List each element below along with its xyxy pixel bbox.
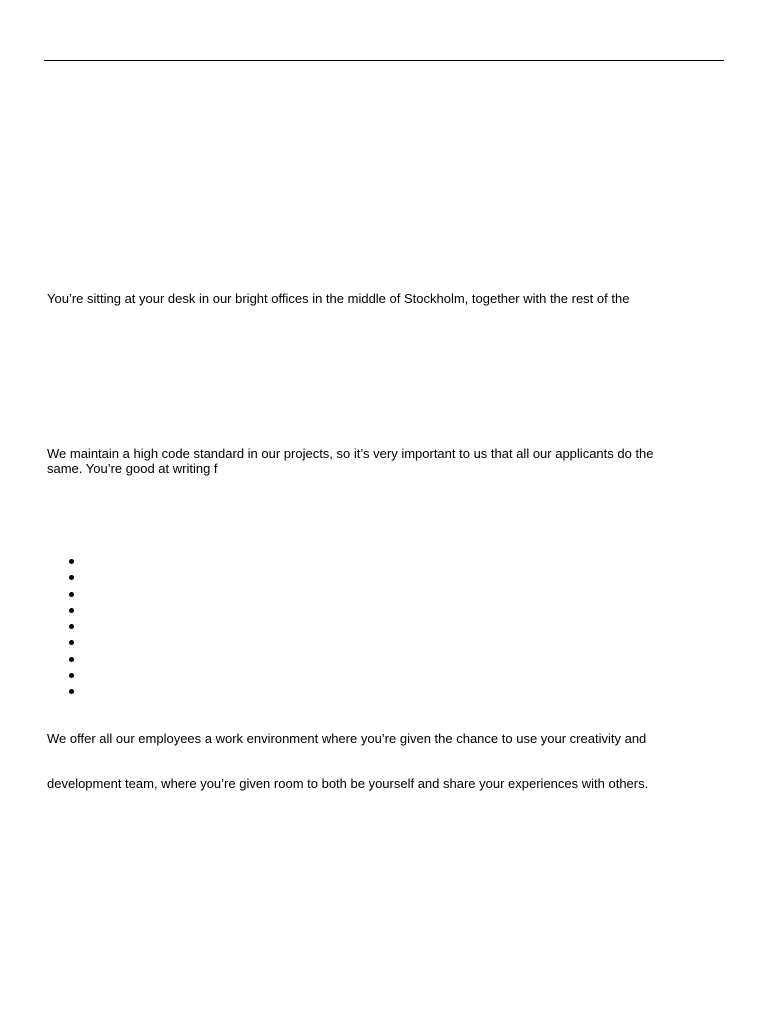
- bullet-icon: [69, 657, 74, 662]
- bullet-icon: [69, 640, 74, 645]
- bullet-icon: [69, 689, 74, 694]
- code-standard-line-1: We maintain a high code standard in our projects, so it’s very important to us that all our applicants do the: [47, 446, 654, 461]
- bullet-icon: [69, 608, 74, 613]
- header-divider: [44, 60, 724, 61]
- bullet-icon: [69, 575, 74, 580]
- offer-paragraph-line-1: We offer all our employees a work environment where you’re given the chance to use your creativity and: [47, 731, 647, 746]
- bullet-icon: [69, 624, 74, 629]
- bullet-icon: [69, 592, 74, 597]
- code-standard-paragraph: [47, 446, 727, 476]
- code-standard-line-2: same. You’re good at writing f: [47, 461, 218, 476]
- bullet-icon: [69, 673, 74, 678]
- intro-paragraph: You’re sitting at your desk in our bright offices in the middle of Stockholm, together with the rest of the: [47, 291, 630, 306]
- offer-paragraph-line-2: development team, where you’re given room to both be yourself and share your experiences with others.: [47, 776, 649, 791]
- bullet-icon: [69, 559, 74, 564]
